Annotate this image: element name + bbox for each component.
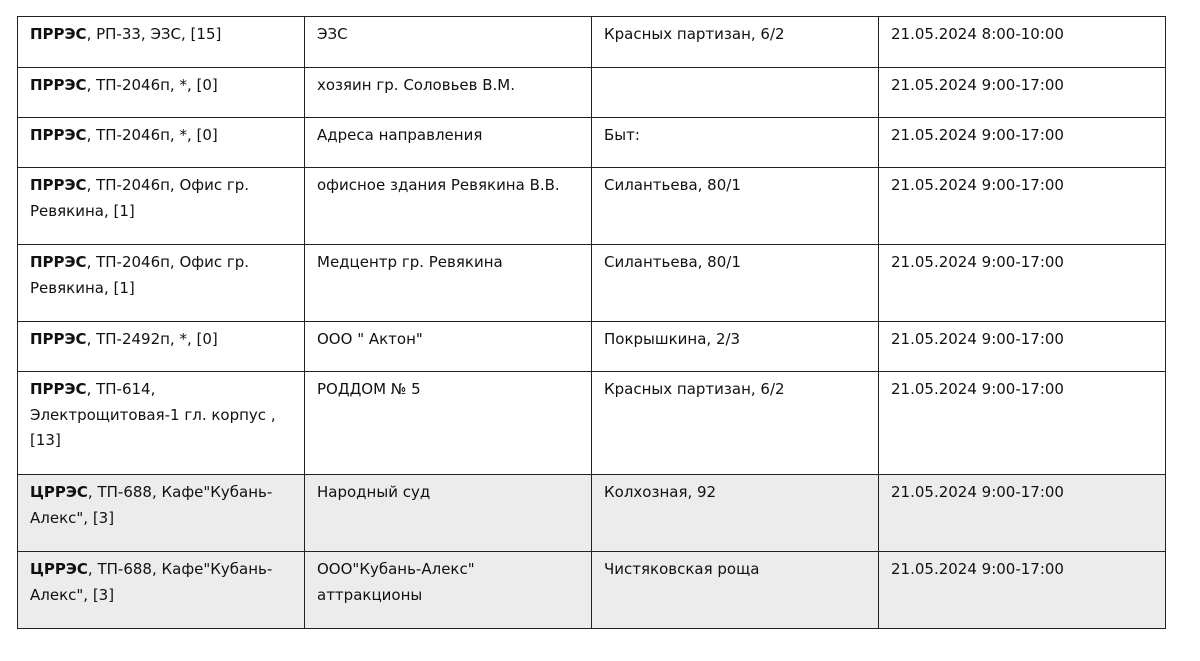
time-cell: 21.05.2024 8:00-10:00 xyxy=(879,17,1166,68)
address-cell xyxy=(592,68,879,118)
source-text: , ТП-2046п, Офис гр. Ревякина, [1] xyxy=(30,176,250,220)
table-row xyxy=(18,68,1166,118)
source-text: , ТП-688, Кафе"Кубань-Алекс", [3] xyxy=(30,560,273,604)
table-row xyxy=(18,245,1166,322)
address-cell: Красных партизан, 6/2 xyxy=(592,372,879,475)
org-name: ПРРЭС xyxy=(30,25,87,43)
source-cell xyxy=(18,168,305,245)
source-text: , ТП-614, Электрощитовая-1 гл. корпус , [13] xyxy=(30,380,276,449)
source-cell xyxy=(18,372,305,475)
source-cell xyxy=(18,118,305,168)
address-cell: Силантьева, 80/1 xyxy=(592,245,879,322)
consumer-cell: РОДДОМ № 5 xyxy=(305,372,592,475)
source-cell xyxy=(18,17,305,68)
table-row xyxy=(18,552,1166,629)
address-cell: Силантьева, 80/1 xyxy=(592,168,879,245)
org-name: ПРРЭС xyxy=(30,76,87,94)
time-cell: 21.05.2024 9:00-17:00 xyxy=(879,475,1166,552)
source-text: , ТП-688, Кафе"Кубань-Алекс", [3] xyxy=(30,483,273,527)
source-cell xyxy=(18,322,305,372)
time-cell: 21.05.2024 9:00-17:00 xyxy=(879,168,1166,245)
consumer-cell: Медцентр гр. Ревякина xyxy=(305,245,592,322)
outage-table xyxy=(17,16,1166,629)
source-text: , ТП-2046п, Офис гр. Ревякина, [1] xyxy=(30,253,250,297)
time-cell: 21.05.2024 9:00-17:00 xyxy=(879,245,1166,322)
source-cell xyxy=(18,68,305,118)
time-cell: 21.05.2024 9:00-17:00 xyxy=(879,372,1166,475)
consumer-cell: ООО"Кубань-Алекс" аттракционы xyxy=(305,552,592,629)
table-row xyxy=(18,322,1166,372)
org-name: ПРРЭС xyxy=(30,253,87,271)
address-cell: Быт: xyxy=(592,118,879,168)
consumer-cell: ЭЗС xyxy=(305,17,592,68)
org-name: ПРРЭС xyxy=(30,380,87,398)
address-cell: Красных партизан, 6/2 xyxy=(592,17,879,68)
address-cell: Чистяковская роща xyxy=(592,552,879,629)
source-text: , ТП-2492п, *, [0] xyxy=(86,330,218,348)
consumer-cell: ООО " Актон" xyxy=(305,322,592,372)
address-cell: Колхозная, 92 xyxy=(592,475,879,552)
table-row xyxy=(18,118,1166,168)
org-name: ПРРЭС xyxy=(30,330,87,348)
table-row xyxy=(18,17,1166,68)
consumer-cell: офисное здания Ревякина В.В. xyxy=(305,168,592,245)
source-text: , РП-33, ЭЗС, [15] xyxy=(86,25,222,43)
consumer-cell: хозяин гр. Соловьев В.М. xyxy=(305,68,592,118)
time-cell: 21.05.2024 9:00-17:00 xyxy=(879,68,1166,118)
source-text: , ТП-2046п, *, [0] xyxy=(86,126,218,144)
address-cell: Покрышкина, 2/3 xyxy=(592,322,879,372)
source-cell xyxy=(18,475,305,552)
org-name: ПРРЭС xyxy=(30,126,87,144)
org-name: ЦРРЭС xyxy=(30,483,88,501)
table-row xyxy=(18,372,1166,475)
table-row xyxy=(18,168,1166,245)
time-cell: 21.05.2024 9:00-17:00 xyxy=(879,552,1166,629)
time-cell: 21.05.2024 9:00-17:00 xyxy=(879,118,1166,168)
consumer-cell: Адреса направления xyxy=(305,118,592,168)
table-row xyxy=(18,475,1166,552)
consumer-cell: Народный суд xyxy=(305,475,592,552)
source-text: , ТП-2046п, *, [0] xyxy=(86,76,218,94)
org-name: ПРРЭС xyxy=(30,176,87,194)
source-cell xyxy=(18,552,305,629)
time-cell: 21.05.2024 9:00-17:00 xyxy=(879,322,1166,372)
org-name: ЦРРЭС xyxy=(30,560,88,578)
source-cell xyxy=(18,245,305,322)
